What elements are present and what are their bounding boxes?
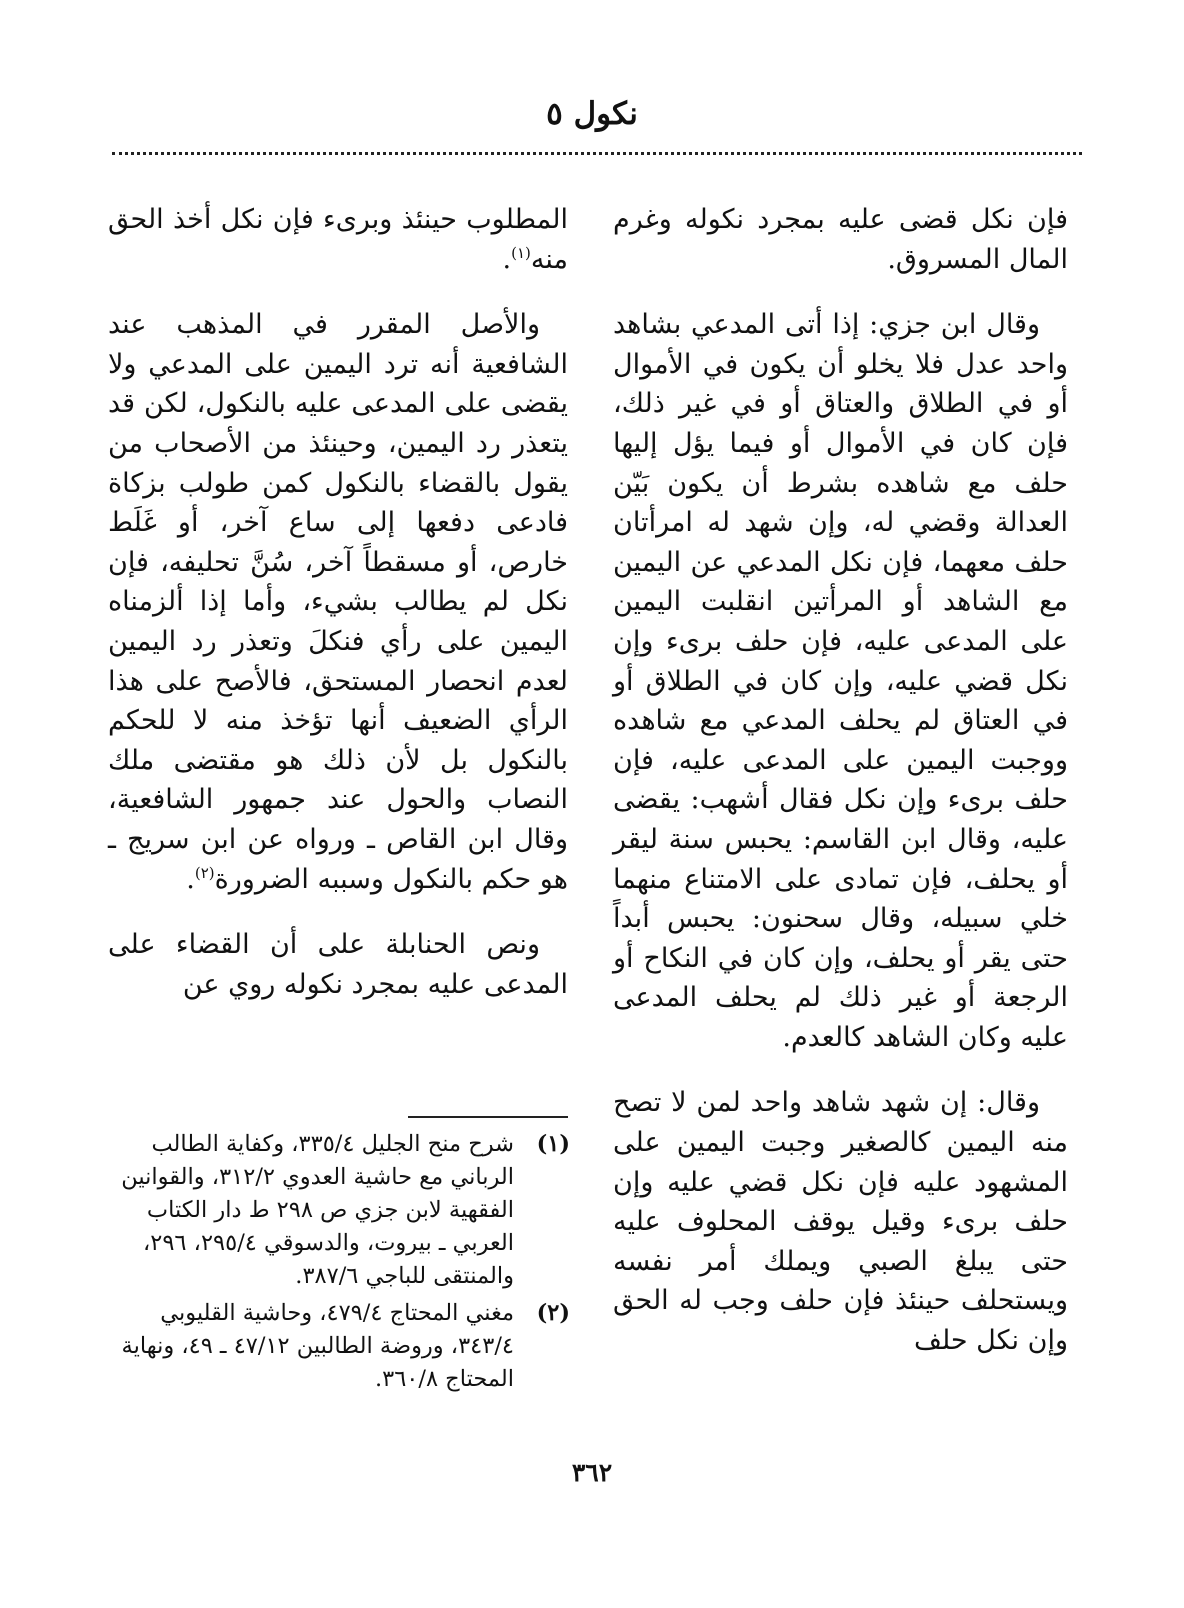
page-title: نكول ٥ xyxy=(546,96,638,132)
paragraph-end: . xyxy=(186,863,195,895)
footnote-ref: (٢) xyxy=(194,863,215,882)
paragraph: وقال ابن جزي: إذا أتى المدعي بشاهد واحد عدل فلا يخلو أن يكون في الأموال أو في الطلاق والعتاق أو في غير ذلك، فإن كان في الأموال أو فيما يؤل إليها حلف مع شاهده بشرط أن يكون بَيّن العدالة وقضي له، وإن شهد له امرأتان حلف معهما، فإن نكل المدعي عن اليمين مع الشاهد أو المرأتين انقلبت اليمين على المدعى عليه، فإن حلف برىء وإن نكل قضي عليه، وإن كان في الطلاق أو في العتاق لم يحلف المدعي مع شاهده ووجبت اليمين على المدعى عليه، فإن حلف برىء وإن نكل فقال أشهب: يقضى عليه، وقال ابن القاسم: يحبس سنة ليقر أو يحلف، فإن تمادى على الامتناع منهما خلي سبيله، وقال سحنون: يحبس أبداً حتى يقر أو يحلف، وإن كان في النكاح أو الرجعة أو غير ذلك لم يحلف المدعى عليه وكان الشاهد كالعدم. xyxy=(613,309,1068,1053)
paragraph-text: المطلوب حينئذ وبرىء فإن نكل أخذ الحق منه xyxy=(108,204,568,275)
footnote xyxy=(100,1128,570,1293)
footnote xyxy=(100,1297,570,1396)
left-column xyxy=(108,200,568,1004)
footnote-text: شرح منح الجليل ٣٣٥/٤، وكفاية الطالب الرباني مع حاشية العدوي ٣١٢/٢، والقوانين الفقهية لابن جزي ص ٢٩٨ ط دار الكتاب العربي ـ بيروت، والدسوقي ٢٩٥/٤، ٢٩٦، والمنتقى للباجي ٣٨٧/٦. xyxy=(121,1131,514,1289)
paragraph xyxy=(108,925,568,1004)
footnote-ref: (١) xyxy=(511,243,531,262)
paragraph: وقال: إن شهد شاهد واحد لمن لا تصح منه اليمين كالصغير وجبت اليمين على المشهود عليه فإن نكل قضي عليه وإن حلف برىء وقيل يوقف المحلوف عليه حتى يبلغ الصبي ويملك أمر نفسه ويستحلف حينئذ فإن حلف وجب له الحق وإن نكل حلف xyxy=(613,1087,1068,1357)
paragraph-text: ونص الحنابلة على أن القضاء على المدعى عليه بمجرد نكوله روي عن xyxy=(108,929,568,1000)
header-dotted-divider xyxy=(112,152,1082,155)
footnote-divider xyxy=(408,1116,568,1118)
paragraph-end: . xyxy=(502,243,512,275)
footnote-number: (١) xyxy=(536,1131,570,1157)
paragraph xyxy=(108,200,568,279)
paragraph-text: والأصل المقرر في المذهب عند الشافعية أنه ترد اليمين على المدعي ولا يقضى على المدعى عليه بالنكول، لكن قد يتعذر رد اليمين، وحينئذ من الأصحاب من يقول بالقضاء بالنكول كمن طولب بزكاة فادعى دفعها إلى ساع آخر، أو غَلَط خارص، أو مسقطاً آخر، سُنَّ تحليفه، فإن نكل لم يطالب بشيء، وأما إذا ألزمناه اليمين على رأي فنكلَ وتعذر رد اليمين لعدم انحصار المستحق، فالأصح على هذا الرأي الضعيف أنها تؤخذ منه لا للحكم بالنكول بل لأن ذلك هو مقتضى ملك النصاب والحول عند جمهور الشافعية، وقال ابن القاص ـ ورواه عن ابن سريج ـ هو حكم بالنكول وسببه الضرورة xyxy=(108,309,568,895)
footnote-number: (٢) xyxy=(536,1300,570,1326)
footnotes xyxy=(100,1128,570,1396)
right-column xyxy=(613,200,1068,1361)
paragraph: فإن نكل قضى عليه بمجرد نكوله وغرم المال المسروق. xyxy=(613,204,1068,275)
page-number: ٣٦٢ xyxy=(571,1458,613,1487)
paragraph xyxy=(108,305,568,899)
footnote-text: مغني المحتاج ٤٧٩/٤، وحاشية القليوبي ٣٤٣/٤، وروضة الطالبين ٤٧/١٢ ـ ٤٩، ونهاية المحتاج ٣٦٠/٨. xyxy=(121,1300,514,1392)
